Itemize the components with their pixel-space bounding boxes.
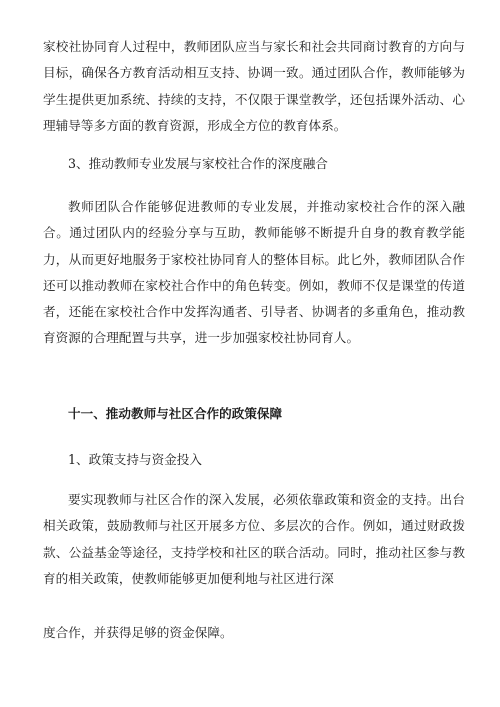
paragraph-funding-continuation: 度合作，并获得足够的资金保障。 bbox=[43, 625, 233, 640]
paragraph-policy-support: 要实现教师与社区合作的深入发展，必须依靠政策和资金的支持。出台相关政策，鼓励教师与社区开展多方位、多层次的合作。例如，通过财政拨款、公益基金等途径，支持学校和社区的联合活动。同时，推动社区参与教育的相关政策，使教师能够更加便利地与社区进行深 bbox=[43, 492, 465, 586]
section-heading-3: 3、推动教师专业发展与家校社合作的深度融合 bbox=[68, 156, 328, 171]
paragraph-professional-development: 教师团队合作能够促进教师的专业发展，并推动家校社合作的深入融合。通过团队内的经验分享与互助，教师能够不断提升自身的教育教学能力，从而更好地服务于家校社协同育人的整体目标。此匕外，教师团队合作还可以推动教师在家校社合作中的角色转变。例如，教师不仅是课堂的传道者，还能在家校社合作中发挥沟通者、引导者、协调者的多重角色，推动教育资源的合理配置与共享，进一步加强家校社协同育人。 bbox=[43, 199, 465, 346]
chapter-heading-eleven: 十一、推动教师与社区合作的政策保障 bbox=[68, 406, 283, 421]
subsection-heading-1: 1、政策支持与资金投入 bbox=[68, 452, 202, 467]
paragraph-team-role: 家校社协同育人过程中，教师团队应当与家长和社会共同商讨教育的方向与目标，确保各方教育活动相互支持、协调一致。通过团队合作，教师能够为学生提供更加系统、持续的支持，不仅限于课堂教学，还包括课外活动、心理辅导等多方面的教育资源，形成全方位的教育体系。 bbox=[43, 39, 465, 133]
